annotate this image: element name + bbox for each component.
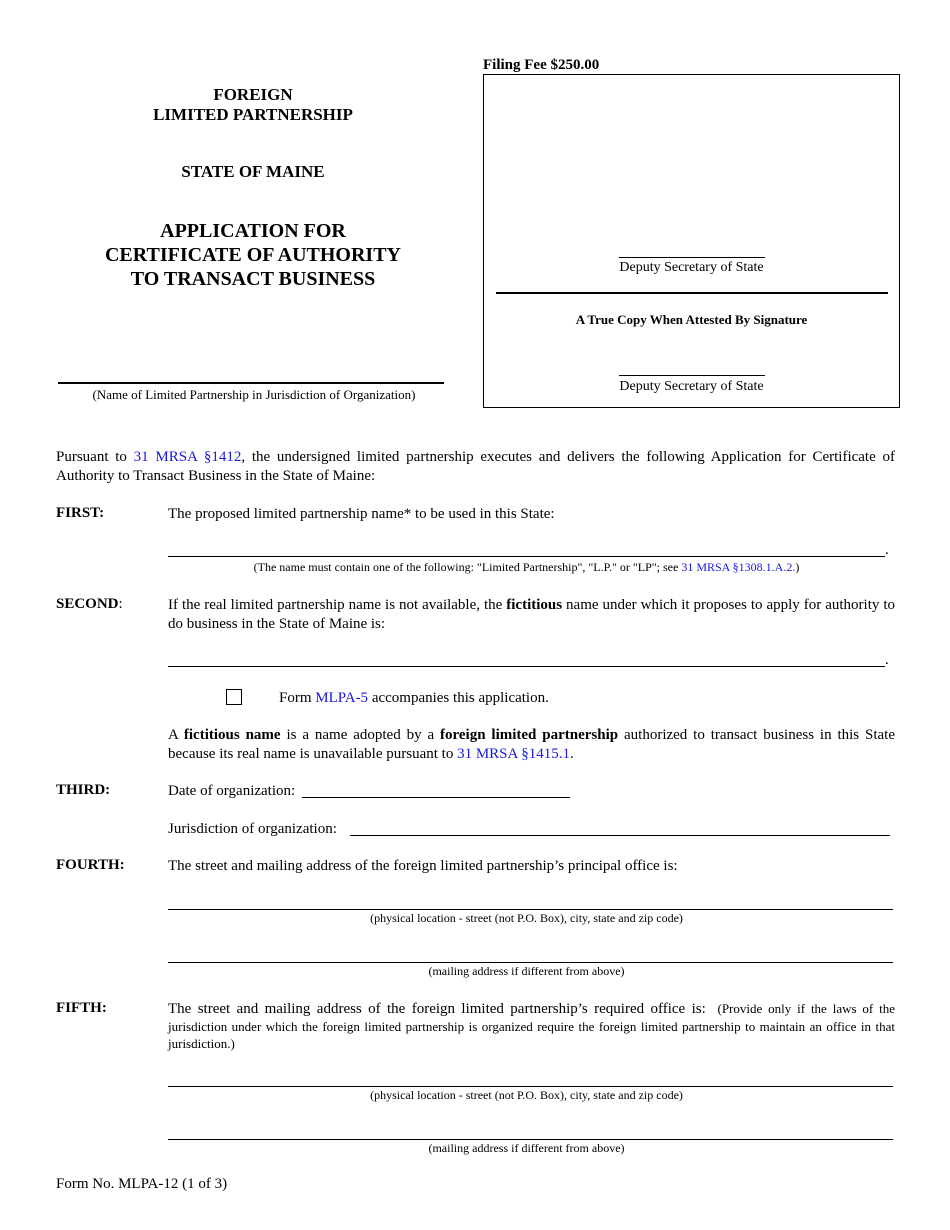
intro-text-post: , the undersigned limited partnership executes and delivers the following Application for Certificate of Authority to Transact Business in the State of Maine:: [56, 449, 895, 484]
second-line-end: .: [885, 652, 889, 668]
filing-fee: Filing Fee $250.00: [483, 57, 600, 73]
def-text-e: .: [570, 746, 574, 762]
partnership-name-caption: (Name of Limited Partnership in Jurisdiction of Organization): [92, 387, 416, 402]
required-mailing-address-field[interactable]: [168, 1139, 893, 1140]
fictitious-name-definition: [168, 726, 895, 764]
mlpa5-statement: [279, 689, 549, 708]
statute-link-1412[interactable]: 31 MRSA §1412: [133, 449, 242, 465]
form-text-post: accompanies this application.: [368, 690, 549, 706]
true-copy-text: A True Copy When Attested By Signature: [575, 312, 808, 327]
def-bold-fictitious: fictitious name: [183, 727, 281, 743]
form-number: Form No. MLPA-12 (1 of 3): [56, 1176, 228, 1192]
form-type-line2: LIMITED PARTNERSHIP: [153, 105, 353, 124]
fictitious-name-field[interactable]: [168, 666, 885, 667]
deputy-label-top: Deputy Secretary of State: [619, 260, 764, 275]
second-text-pre: If the real limited partnership name is not available, the: [168, 597, 507, 613]
required-mailing-caption: (mailing address if different from above): [428, 1141, 625, 1155]
second-label-colon: :: [118, 596, 123, 612]
def-bold-flp: foreign limited partnership: [439, 727, 619, 743]
second-text-bold: fictitious: [506, 597, 563, 613]
application-title-line3: TO TRANSACT BUSINESS: [130, 268, 376, 290]
def-text-a: A: [168, 727, 184, 743]
application-title: [60, 219, 446, 291]
form-type-line1: FOREIGN: [213, 85, 293, 104]
principal-mailing-caption: (mailing address if different from above): [428, 964, 625, 978]
deputy-label-bottom: Deputy Secretary of State: [619, 379, 764, 394]
form-text-pre: Form: [279, 690, 316, 706]
third-label: THIRD:: [56, 782, 111, 798]
jurisdiction-field[interactable]: [350, 835, 890, 836]
required-physical-address-field[interactable]: [168, 1086, 893, 1087]
principal-physical-address-field[interactable]: [168, 909, 893, 910]
def-text-c: is a name adopted by a: [280, 727, 440, 743]
fifth-label: FIFTH:: [56, 1000, 107, 1016]
note-text-post: ): [795, 560, 800, 574]
partnership-name-field[interactable]: [58, 360, 444, 384]
deputy-signature-line-bottom[interactable]: [619, 375, 765, 376]
principal-physical-caption: (physical location - street (not P.O. Box), city, state and zip code): [370, 911, 683, 925]
filing-box: [483, 74, 900, 408]
box-divider: [496, 292, 888, 294]
second-label-text: SECOND: [56, 596, 119, 612]
date-of-organization-field[interactable]: [302, 797, 570, 798]
first-line-end: .: [885, 542, 889, 558]
fifth-text-small: (Provide only if the laws of the jurisdiction under which the foreign limited partnership is organized require the foreign limited partnership to maintain an office in that jurisdiction.): [168, 1001, 895, 1051]
state-heading: STATE OF MAINE: [181, 162, 325, 181]
application-title-line2: CERTIFICATE OF AUTHORITY: [104, 244, 401, 266]
first-text: The proposed limited partnership name* to be used in this State:: [168, 506, 555, 522]
principal-mailing-address-field[interactable]: [168, 962, 893, 963]
second-label: [56, 596, 123, 613]
fifth-text-main: The street and mailing address of the foreign limited partnership’s required office is:: [168, 1001, 706, 1017]
intro-text-pre: Pursuant to: [56, 449, 134, 465]
second-text-post: name under which it proposes to apply for authority to do business in the State of Maine is:: [168, 597, 895, 632]
name-requirement-note: [168, 560, 885, 575]
def-text-d: authorized to transact business in this State because its real name is unavailable pursuant to: [168, 727, 896, 762]
second-text: [168, 596, 895, 634]
proposed-name-field[interactable]: [168, 556, 885, 557]
intro-paragraph: [56, 448, 895, 486]
fifth-text: [168, 1000, 895, 1052]
mlpa5-checkbox[interactable]: [226, 689, 242, 705]
form-type-heading: [60, 85, 446, 125]
statute-link-1415[interactable]: 31 MRSA §1415.1: [457, 746, 571, 762]
date-of-organization-label: Date of organization:: [168, 783, 296, 799]
note-text-pre: (The name must contain one of the following: "Limited Partnership", "L.P." or "LP"; see: [253, 560, 682, 574]
required-physical-caption: (physical location - street (not P.O. Box), city, state and zip code): [370, 1088, 683, 1102]
statute-link-1308[interactable]: 31 MRSA §1308.1.A.2.: [681, 560, 796, 574]
fourth-label: FOURTH:: [56, 857, 125, 873]
first-label: FIRST:: [56, 505, 105, 521]
fourth-text: The street and mailing address of the foreign limited partnership’s principal office is:: [168, 858, 678, 874]
application-title-line1: APPLICATION FOR: [160, 220, 346, 242]
jurisdiction-label: Jurisdiction of organization:: [168, 821, 337, 837]
mlpa5-link[interactable]: MLPA-5: [315, 690, 369, 706]
deputy-signature-line-top[interactable]: [619, 257, 765, 258]
